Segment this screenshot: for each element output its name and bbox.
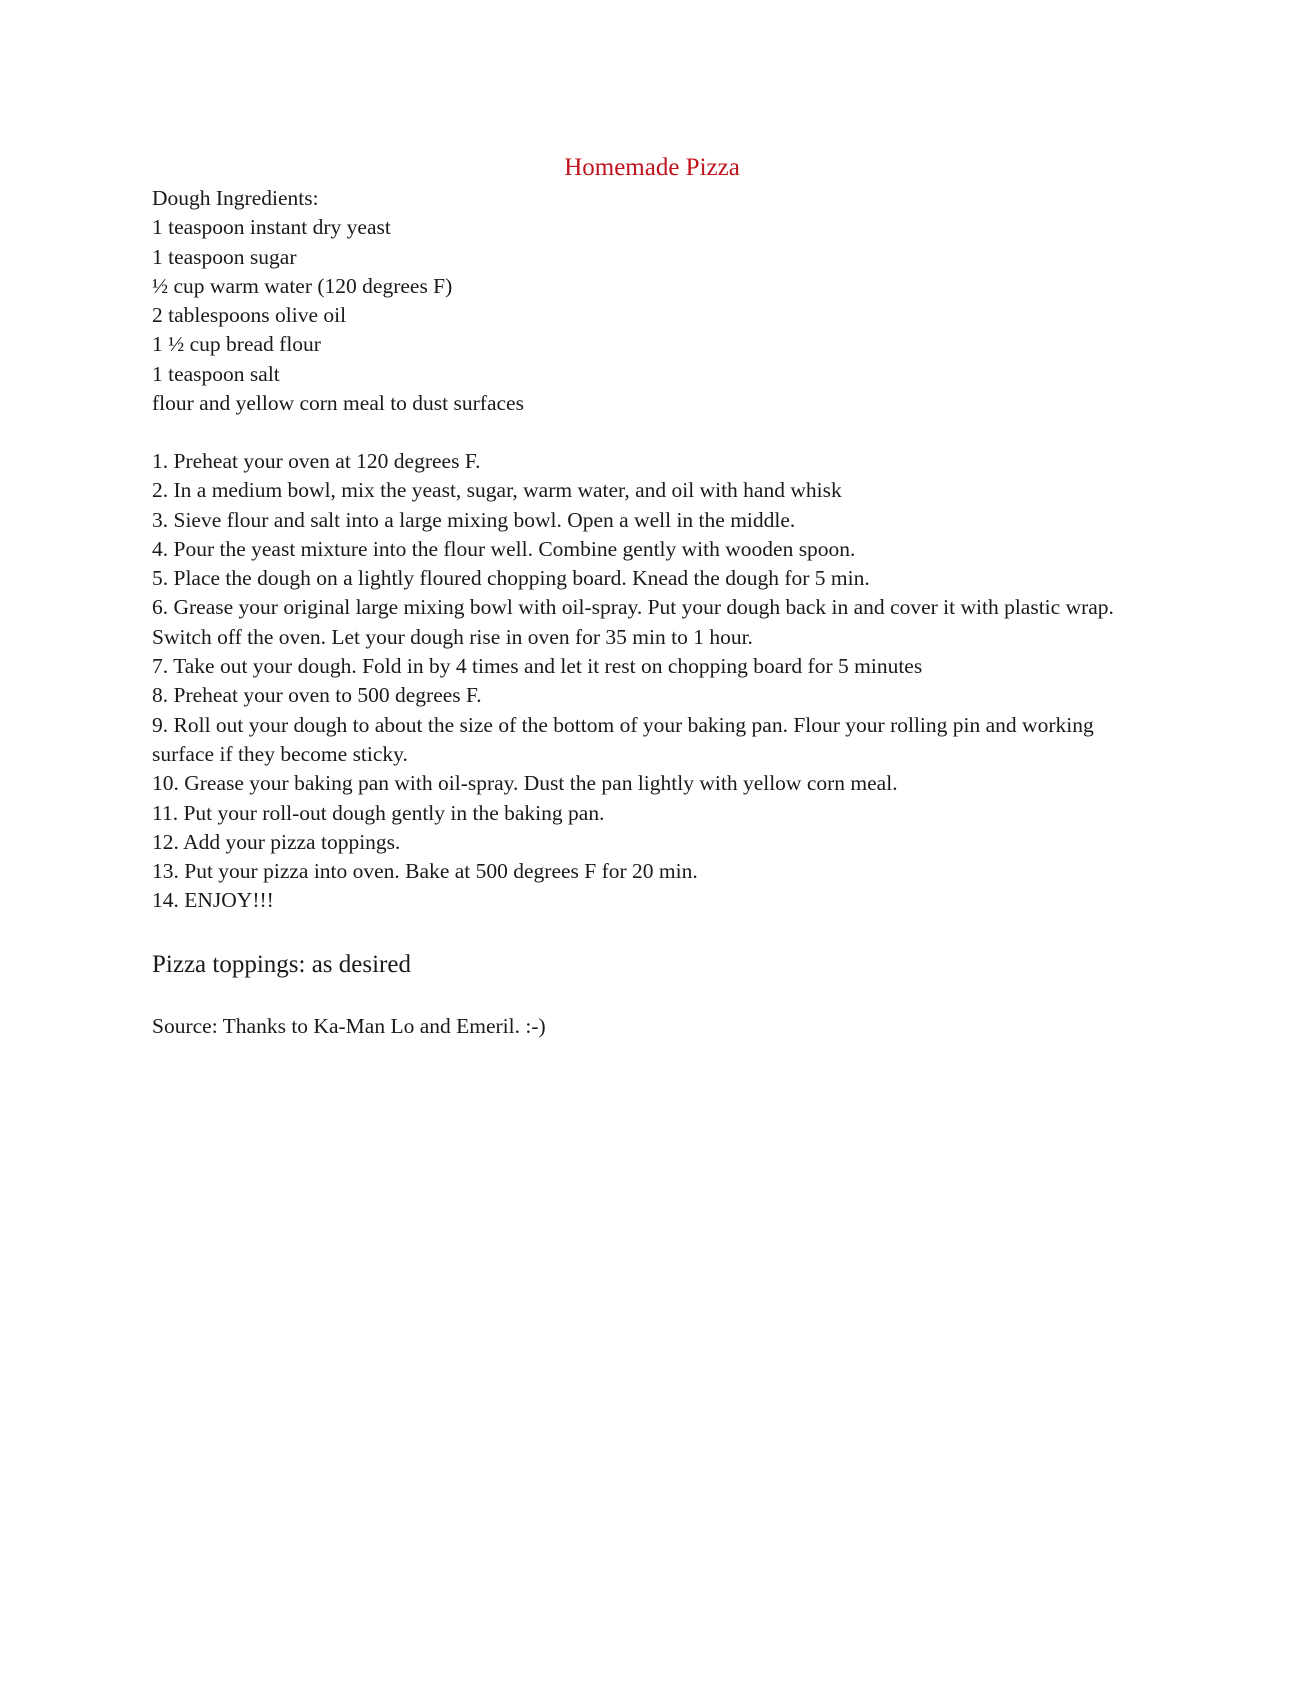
ingredient-item: flour and yellow corn meal to dust surfaces <box>152 391 524 416</box>
ingredient-item: 1 teaspoon salt <box>152 361 280 386</box>
step-item: 13. Put your pizza into oven. Bake at 500 degrees F for 20 min. <box>152 859 698 884</box>
ingredient-item: 1 teaspoon instant dry yeast <box>152 215 391 240</box>
ingredients-section <box>152 184 1152 418</box>
step-item: 8. Preheat your oven to 500 degrees F. <box>152 683 482 708</box>
ingredient-item: 1 teaspoon sugar <box>152 244 297 269</box>
step-item: 6. Grease your original large mixing bowl with oil-spray. Put your dough back in and cover it with plastic wrap. Switch off the oven. Let your dough rise in oven for 35 min to 1 hour. <box>152 595 1114 649</box>
ingredient-item: 1 ½ cup bread flour <box>152 332 321 357</box>
step-item: 9. Roll out your dough to about the size of the bottom of your baking pan. Flour your rolling pin and working surface if they become sticky. <box>152 712 1094 766</box>
ingredient-item: 2 tablespoons olive oil <box>152 303 347 328</box>
step-item: 5. Place the dough on a lightly floured chopping board. Knead the dough for 5 min. <box>152 566 870 591</box>
ingredients-heading: Dough Ingredients: <box>152 186 319 210</box>
step-item: 7. Take out your dough. Fold in by 4 times and let it rest on chopping board for 5 minutes <box>152 654 923 679</box>
step-item: 1. Preheat your oven at 120 degrees F. <box>152 449 481 473</box>
recipe-title: Homemade Pizza <box>564 154 740 181</box>
step-item: 12. Add your pizza toppings. <box>152 829 401 854</box>
step-item: 4. Pour the yeast mixture into the flour well. Combine gently with wooden spoon. <box>152 536 856 561</box>
step-item: 2. In a medium bowl, mix the yeast, sugar, warm water, and oil with hand whisk <box>152 478 842 503</box>
step-item: 3. Sieve flour and salt into a large mixing bowl. Open a well in the middle. <box>152 507 796 532</box>
source-credit: Source: Thanks to Ka-Man Lo and Emeril. :-) <box>152 1014 546 1038</box>
ingredient-item: ½ cup warm water (120 degrees F) <box>152 273 453 298</box>
step-item: 10. Grease your baking pan with oil-spray. Dust the pan lightly with yellow corn meal. <box>152 771 898 796</box>
step-item: 11. Put your roll-out dough gently in the baking pan. <box>152 800 605 825</box>
steps-section <box>152 447 1152 916</box>
toppings-note: Pizza toppings: as desired <box>152 951 411 978</box>
step-item: 14. ENJOY!!! <box>152 888 274 913</box>
